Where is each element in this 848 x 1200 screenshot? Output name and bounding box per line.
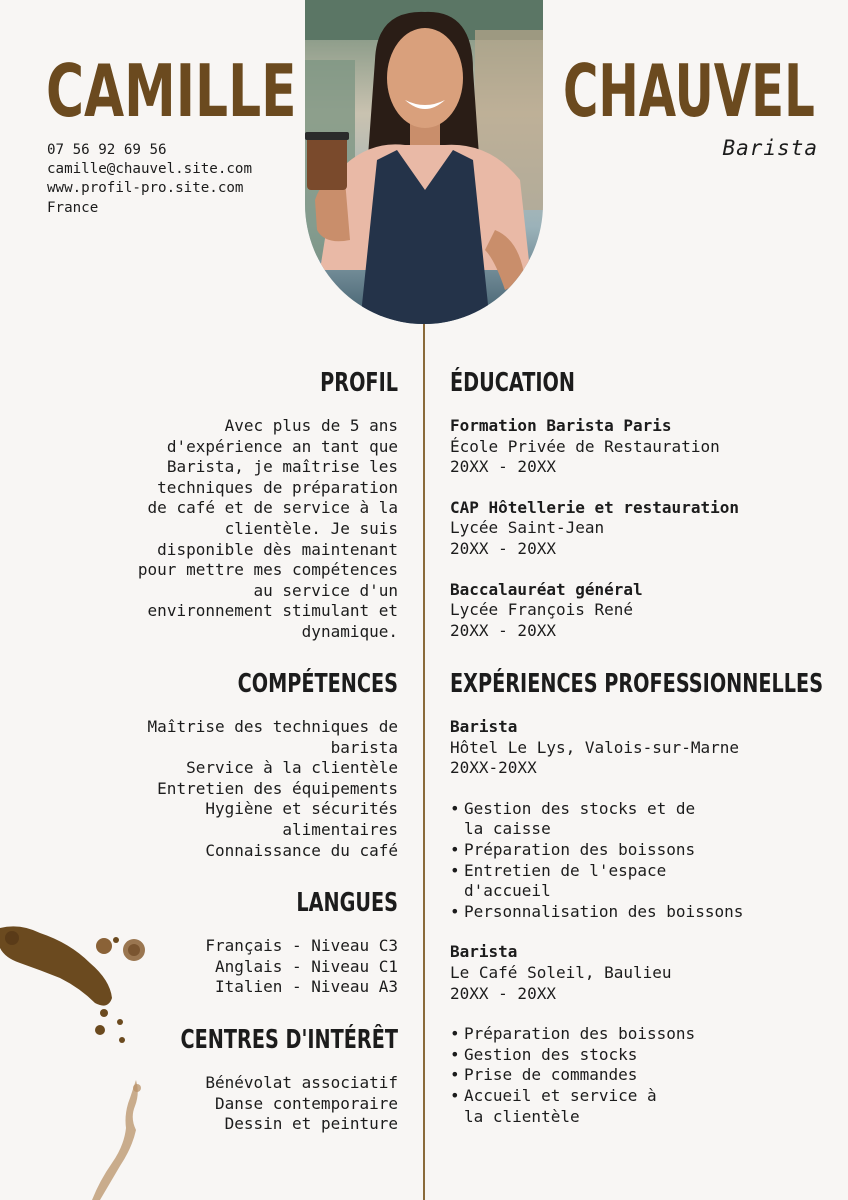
profile-heading: PROFIL [320, 368, 398, 398]
education-title: Formation Barista Paris [450, 416, 672, 435]
skill-item: Hygiène et sécurités alimentaires [205, 799, 398, 839]
bullet-icon: • [450, 1085, 460, 1105]
job-title: Barista [722, 136, 818, 160]
education-dates: 20XX - 20XX [450, 620, 556, 640]
bullet-icon: • [450, 901, 460, 921]
education-school: Lycée François René [450, 600, 634, 620]
bullet-icon: • [450, 839, 460, 859]
education-entry [450, 498, 830, 560]
language-item: Anglais - Niveau C1 [214, 956, 398, 976]
education-entry [450, 580, 830, 642]
list-item: • Entretien de l'espace d'accueil [450, 860, 667, 901]
coffee-stain-icon [0, 918, 160, 1200]
languages-heading: LANGUES [296, 888, 398, 918]
list-item: • Préparation des boissons [450, 1024, 696, 1044]
website-link[interactable]: www.profil-pro.site.com [47, 180, 244, 197]
experience-place: Le Café Soleil, Baulieu [450, 962, 672, 982]
experience-bullets [450, 1024, 830, 1127]
experience-heading: EXPÉRIENCES PROFESSIONNELLES [450, 669, 824, 699]
list-item: • Prise de commandes [450, 1065, 638, 1085]
list-item: • Gestion des stocks [450, 1044, 638, 1064]
experience-title: Barista [450, 717, 518, 736]
column-divider [423, 324, 425, 1200]
skills-heading: COMPÉTENCES [237, 669, 398, 699]
education-school: École Privée de Restauration [450, 436, 720, 456]
bullet-icon: • [450, 860, 460, 880]
phone-number: 07 56 92 69 56 [47, 142, 167, 158]
interest-item: Danse contemporaire [214, 1093, 398, 1113]
bullet-icon: • [450, 798, 460, 818]
education-title: CAP Hôtellerie et restauration [450, 497, 739, 517]
experience-entry [450, 717, 830, 922]
profile-text: Avec plus de 5 ans d'expérience an tant que Barista, je maîtrise les techniques de préparation de café et de service à la clientèle. Je suis disponible dès maintenant pour mettre mes compétences au service d'un environnement stimulant et dynamique. [137, 416, 398, 641]
language-item: Italien - Niveau A3 [214, 977, 398, 997]
education-dates: 20XX - 20XX [450, 457, 556, 477]
list-item: • Accueil et service à la clientèle [450, 1085, 657, 1126]
skill-item: Maîtrise des techniques de barista [147, 717, 398, 757]
interest-item: Bénévolat associatif [205, 1073, 398, 1092]
experience-entry [450, 942, 830, 1127]
country: France [47, 199, 99, 216]
experience-section [450, 669, 830, 1127]
profile-section [100, 368, 398, 643]
email-address[interactable]: camille@chauvel.site.com [47, 161, 252, 178]
experience-bullets [450, 799, 830, 923]
contact-block [47, 141, 252, 218]
experience-dates: 20XX - 20XX [450, 983, 556, 1003]
education-section [450, 368, 830, 641]
bullet-icon: • [450, 1024, 460, 1044]
experience-place: Hôtel Le Lys, Valois-sur-Marne [450, 737, 739, 757]
education-school: Lycée Saint-Jean [450, 518, 605, 538]
first-name: CAMILLE [46, 49, 297, 133]
skill-item: Connaissance du café [205, 840, 398, 860]
skill-item: Service à la clientèle [186, 758, 398, 778]
skills-section [100, 669, 398, 861]
bullet-icon: • [450, 1065, 460, 1085]
experience-title: Barista [450, 942, 518, 962]
last-name: CHAUVEL [563, 49, 815, 133]
list-item: • Personnalisation des boissons [450, 901, 744, 921]
list-item: • Gestion des stocks et de la caisse [450, 798, 696, 839]
experience-dates: 20XX-20XX [450, 758, 537, 778]
interest-item: Dessin et peinture [224, 1114, 398, 1134]
education-dates: 20XX - 20XX [450, 538, 556, 558]
education-entry [450, 416, 830, 478]
portrait-photo [305, 0, 543, 324]
language-item: Français - Niveau C3 [205, 936, 398, 955]
education-title: Baccalauréat général [450, 579, 643, 599]
list-item: • Préparation des boissons [450, 839, 696, 859]
interests-heading: CENTRES D'INTÉRÊT [180, 1025, 398, 1055]
education-heading: ÉDUCATION [450, 368, 576, 398]
skill-item: Entretien des équipements [157, 778, 398, 798]
bullet-icon: • [450, 1044, 460, 1064]
